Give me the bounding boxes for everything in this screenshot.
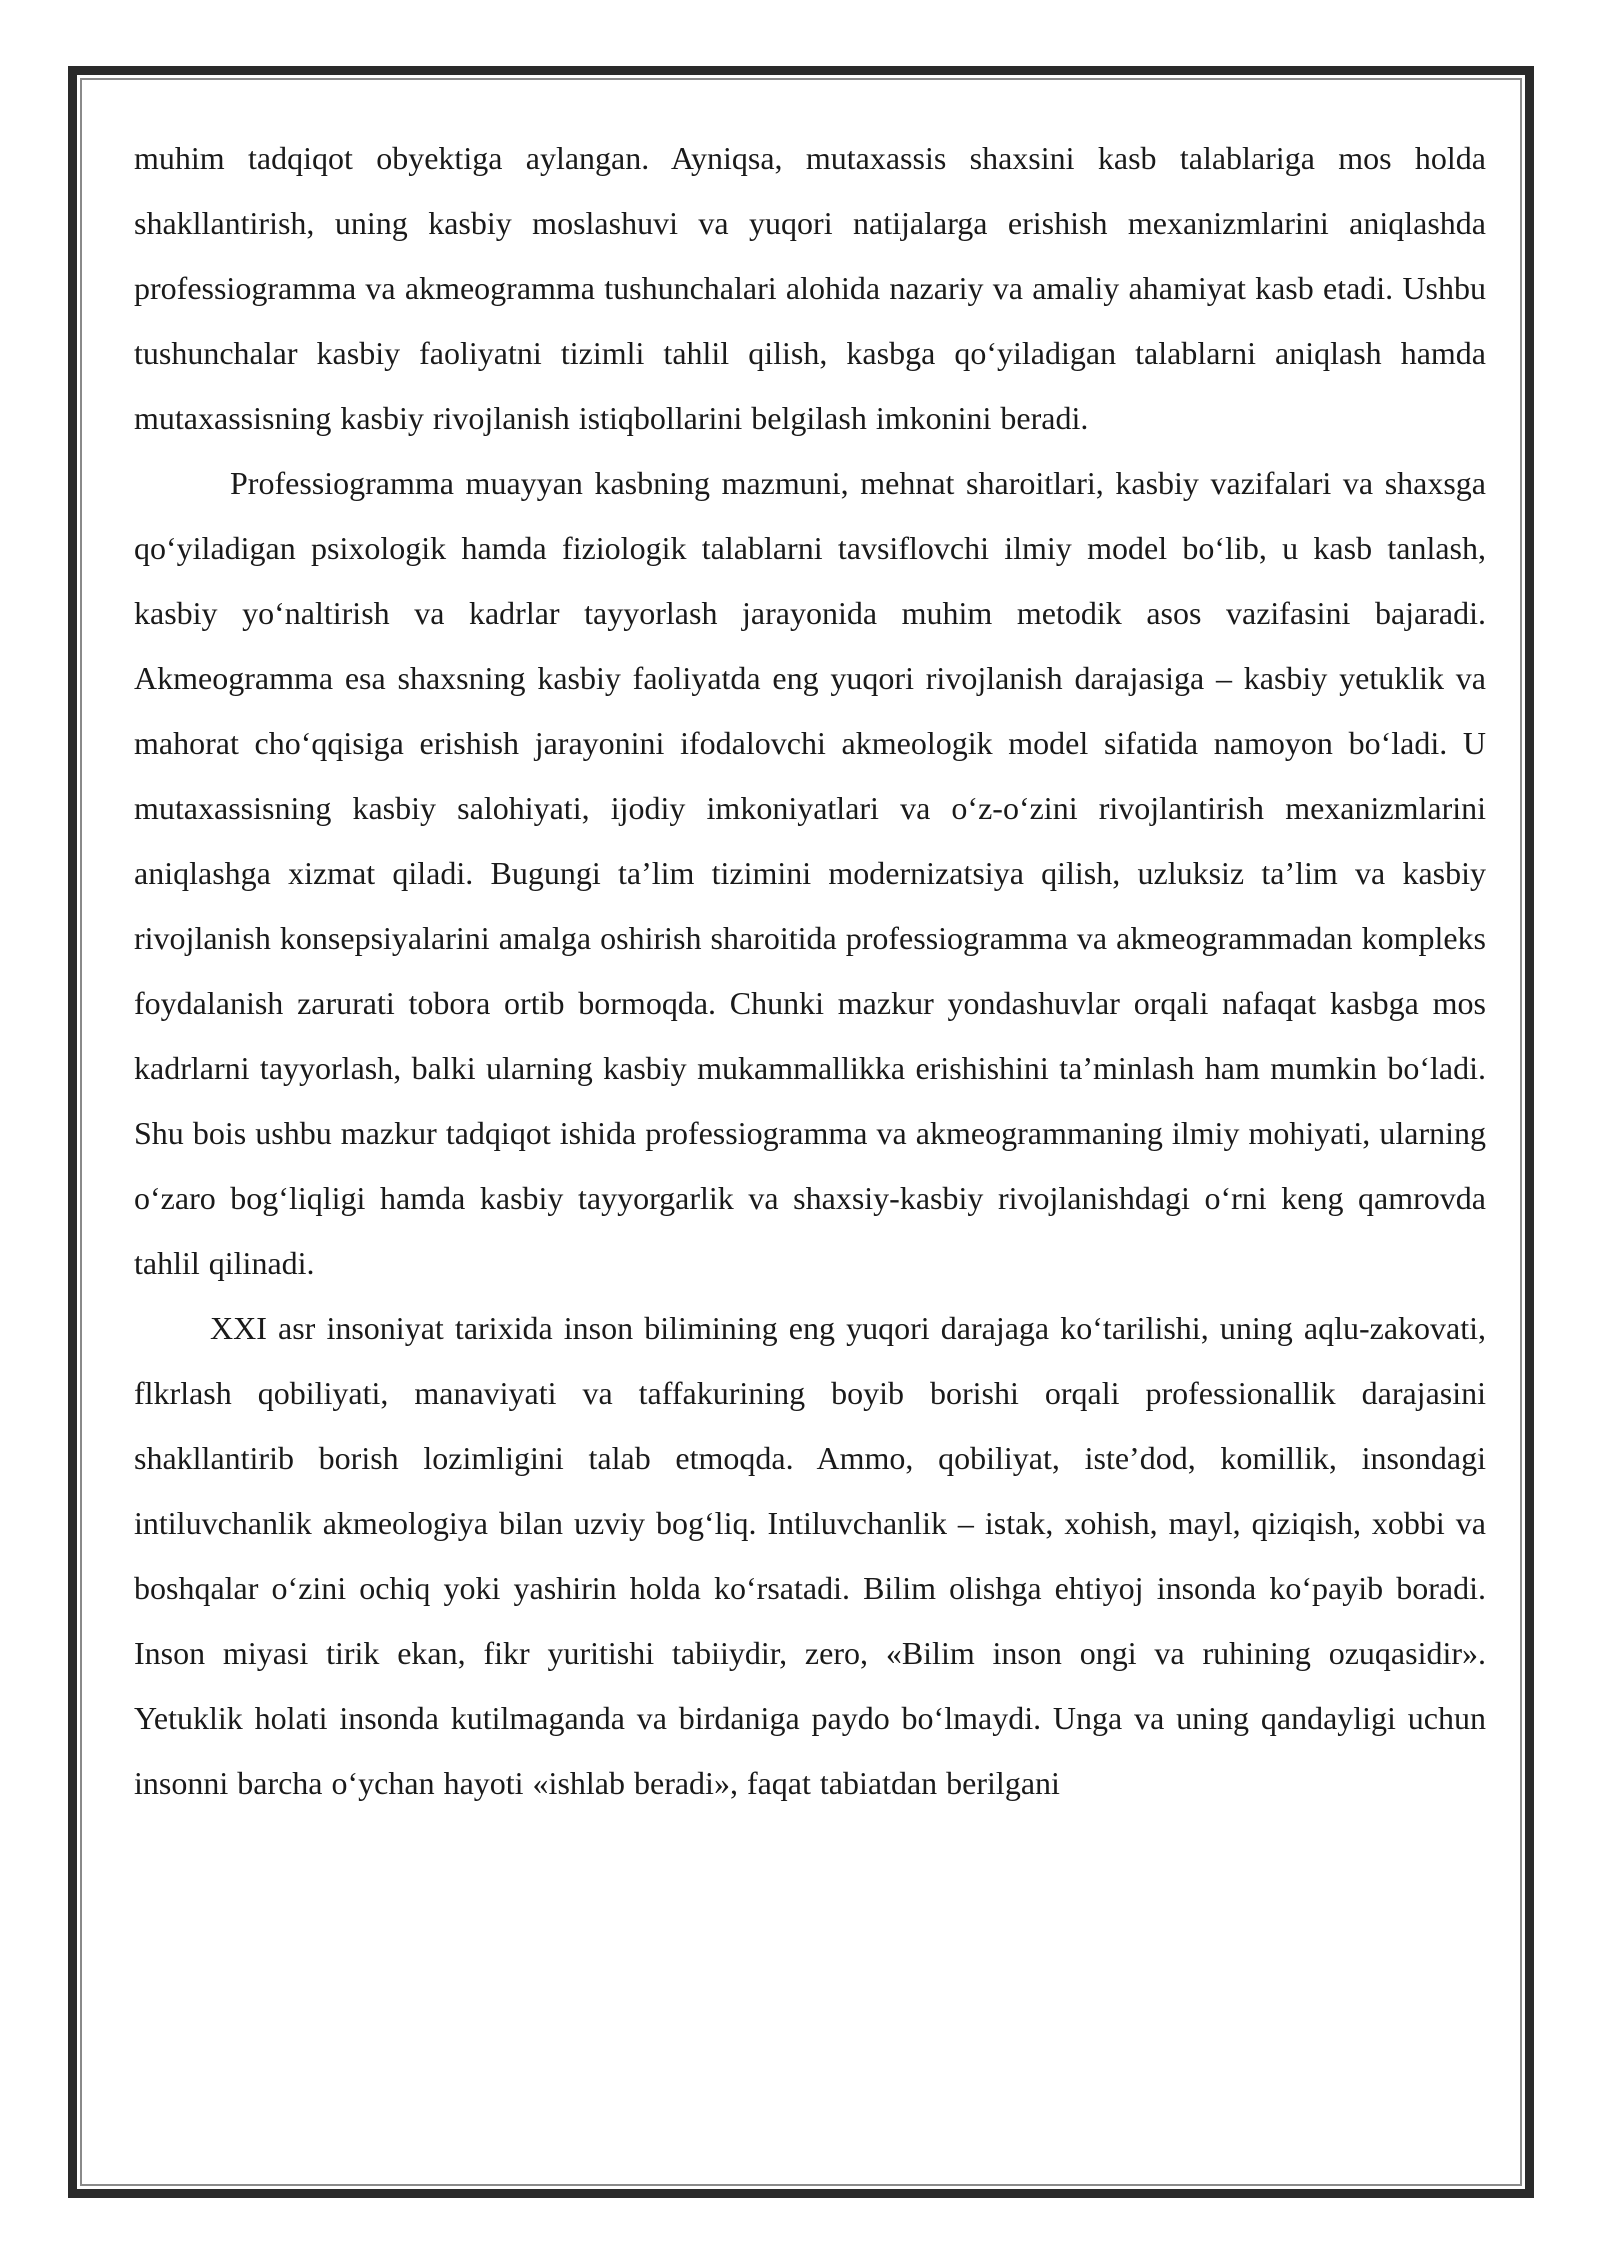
document-body <box>134 126 1486 1816</box>
paragraph-3: XXI asr insoniyat tarixida inson bilimining eng yuqori darajaga ko‘tarilishi, uning aqlu-zakovati, flkrlash qobiliyati, manaviyati va taffakurining boyib borishi orqali professionallik darajasini shakllantirib borish lozimligini talab etmoqda. Ammo, qobiliyat, iste’dod, komillik, insondagi intiluvchanlik akmeologiya bilan uzviy bog‘liq. Intiluvchanlik – istak, xohish, mayl, qiziqish, xobbi va boshqalar o‘zini ochiq yoki yashirin holda ko‘rsatadi. Bilim olishga ehtiyoj insonda ko‘payib boradi. Inson miyasi tirik ekan, fikr yuritishi tabiiydir, zero, «Bilim inson ongi va ruhining ozuqasidir». Yetuklik holati insonda kutilmaganda va birdaniga paydo bo‘lmaydi. Unga va uning qandayligi uchun insonni barcha o‘ychan hayoti «ishlab beradi», faqat tabiatdan berilgani <box>134 1310 1486 1801</box>
paragraph-1: muhim tadqiqot obyektiga aylangan. Ayniqsa, mutaxassis shaxsini kasb talablariga mos holda shakllantirish, uning kasbiy moslashuvi va yuqori natijalarga erishish mexanizmlarini aniqlashda professiogramma va akmeogramma tushunchalari alohida nazariy va amaliy ahamiyat kasb etadi. Ushbu tushunchalar kasbiy faoliyatni tizimli tahlil qilish, kasbga qo‘yiladigan talablarni aniqlash hamda mutaxassisning kasbiy rivojlanish istiqbollarini belgilash imkonini beradi. <box>134 140 1486 436</box>
paragraph-2: Professiogramma muayyan kasbning mazmuni, mehnat sharoitlari, kasbiy vazifalari va shaxsga qo‘yiladigan psixologik hamda fiziologik talablarni tavsiflovchi ilmiy model bo‘lib, u kasb tanlash, kasbiy yo‘naltirish va kadrlar tayyorlash jarayonida muhim metodik asos vazifasini bajaradi. Akmeogramma esa shaxsning kasbiy faoliyatda eng yuqori rivojlanish darajasiga – kasbiy yetuklik va mahorat cho‘qqisiga erishish jarayonini ifodalovchi akmeologik model sifatida namoyon bo‘ladi. U mutaxassisning kasbiy salohiyati, ijodiy imkoniyatlari va o‘z-o‘zini rivojlantirish mexanizmlarini aniqlashga xizmat qiladi. Bugungi ta’lim tizimini modernizatsiya qilish, uzluksiz ta’lim va kasbiy rivojlanish konsepsiyalarini amalga oshirish sharoitida professiogramma va akmeogrammadan kompleks foydalanish zarurati tobora ortib bormoqda. Chunki mazkur yondashuvlar orqali nafaqat kasbga mos kadrlarni tayyorlash, balki ularning kasbiy mukammallikka erishishini ta’minlash ham mumkin bo‘ladi. Shu bois ushbu mazkur tadqiqot ishida professiogramma va akmeogrammaning ilmiy mohiyati, ularning o‘zaro bog‘liqligi hamda kasbiy tayyorgarlik va shaxsiy-kasbiy rivojlanishdagi o‘rni keng qamrovda tahlil qilinadi. <box>134 465 1486 1281</box>
